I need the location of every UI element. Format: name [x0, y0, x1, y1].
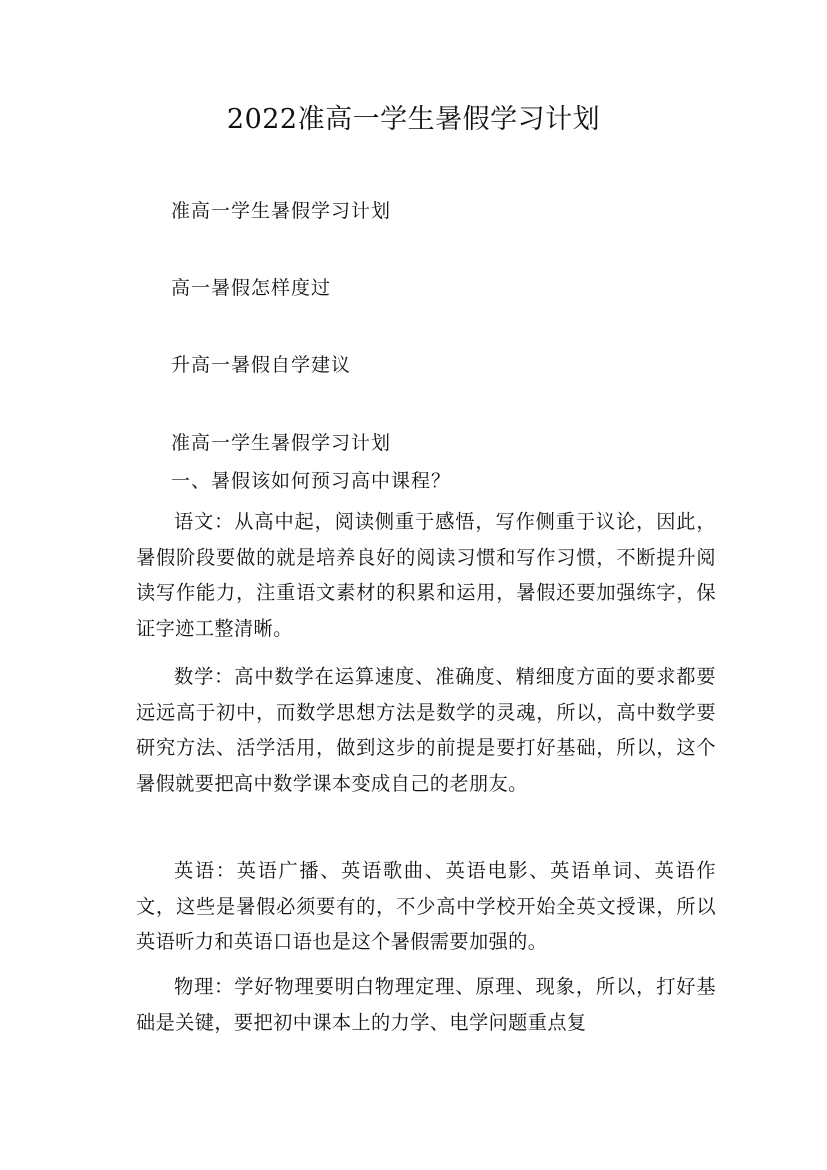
question-heading: 一、暑假该如何预习高中课程？ [171, 470, 452, 492]
paragraph-english: 英语：英语广播、英语歌曲、英语电影、英语单词、英语作文，这些是暑假必须要有的，不少高中学校开始全英文授课，所以英语听力和英语口语也是这个暑假需要加强的。 [136, 859, 716, 953]
toc-link-self-study-advice[interactable]: 升高一暑假自学建议 [171, 354, 352, 376]
section-heading: 准高一学生暑假学习计划 [171, 432, 392, 454]
toc-link-study-plan[interactable]: 准高一学生暑假学习计划 [171, 200, 392, 222]
document-title: 2022准高一学生暑假学习计划 [226, 104, 601, 135]
paragraph-physics: 物理：学好物理要明白物理定理、原理、现象，所以，打好基础是关键，要把初中课本上的力学、电学问题重点复 [136, 975, 716, 1034]
toc-link-how-to-spend-summer[interactable]: 高一暑假怎样度过 [171, 277, 332, 299]
paragraph-math: 数学：高中数学在运算速度、准确度、精细度方面的要求都要远远高于初中，而数学思想方法是数学的灵魂，所以，高中数学要研究方法、活学活用，做到这步的前提是要打好基础，所以，这个暑假就要把高中数学课本变成自己的老朋友。 [136, 665, 716, 795]
paragraph-chinese: 语文：从高中起，阅读侧重于感悟，写作侧重于议论，因此，暑假阶段要做的就是培养良好的阅读习惯和写作习惯，不断提升阅读写作能力，注重语文素材的积累和运用，暑假还要加强练字，保证字迹工整清晰。 [136, 510, 716, 640]
